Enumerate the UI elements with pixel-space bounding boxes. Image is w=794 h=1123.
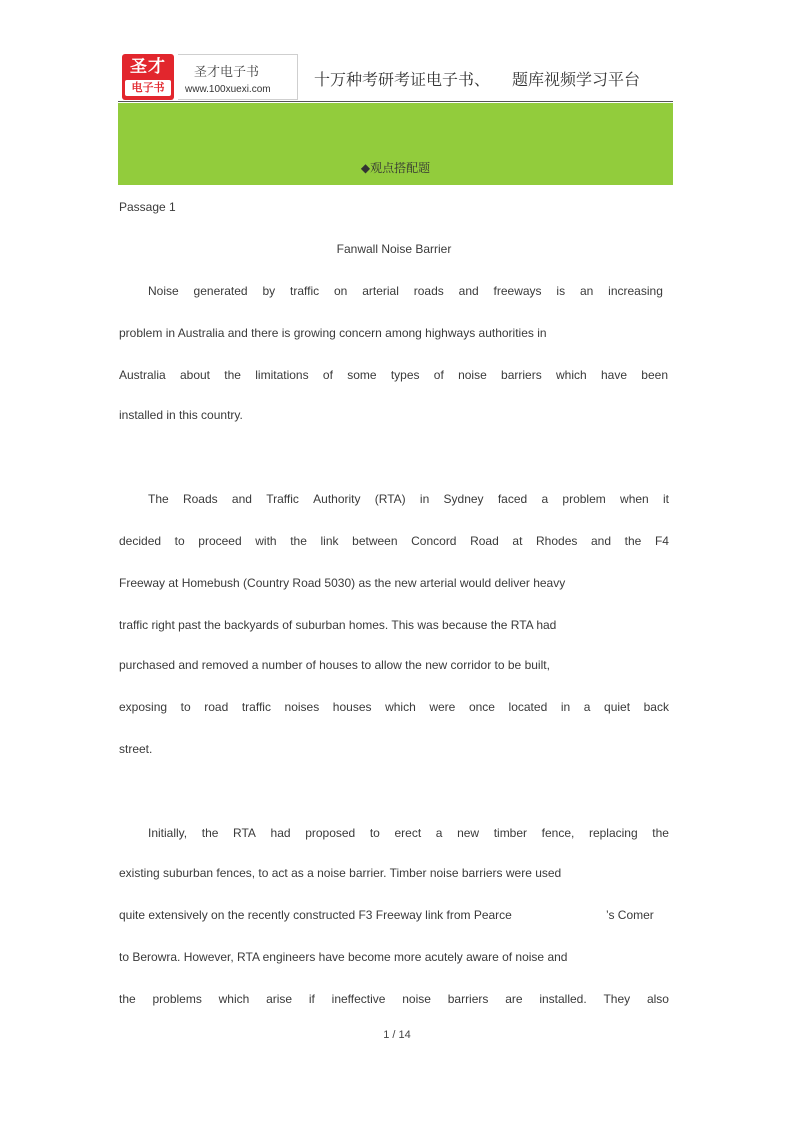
word: it — [662, 492, 669, 506]
word: which — [385, 700, 416, 714]
text-line-12 — [119, 823, 669, 843]
passage-label: Passage 1 — [119, 200, 176, 214]
word: (RTA) — [374, 492, 406, 506]
word: and — [591, 534, 612, 548]
section-banner — [118, 103, 673, 185]
word: limitations — [255, 368, 309, 382]
logo-badge-line2: 电子书 — [125, 80, 171, 96]
word: a — [583, 700, 591, 714]
word: once — [468, 700, 495, 714]
text-line-6 — [119, 531, 669, 551]
banner-title: ◆观点搭配题 — [360, 161, 431, 175]
word: when — [620, 492, 649, 506]
word: roads — [413, 284, 444, 298]
word: decided — [119, 534, 162, 548]
word: at — [512, 534, 523, 548]
text-line-11: street. — [119, 742, 153, 756]
logo-url: www.100xuexi.com — [185, 84, 271, 95]
word: of — [433, 368, 444, 382]
word: the — [290, 534, 307, 548]
word: which — [556, 368, 587, 382]
word: Roads — [182, 492, 218, 506]
text-line-8: traffic right past the backyards of suburban homes. This was because the RTA had — [119, 618, 557, 632]
word: barriers — [501, 368, 542, 382]
word: and — [231, 492, 252, 506]
word: in — [419, 492, 430, 506]
word: link — [320, 534, 339, 548]
passage-title: Fanwall Noise Barrier — [336, 242, 452, 256]
header-slogan — [314, 67, 640, 90]
word: fence, — [541, 826, 575, 840]
word: by — [262, 284, 276, 298]
word: F4 — [654, 534, 669, 548]
word: between — [352, 534, 398, 548]
word: back — [643, 700, 669, 714]
word: and — [458, 284, 479, 298]
logo-badge — [122, 54, 174, 100]
word: is — [556, 284, 566, 298]
word: a — [435, 826, 443, 840]
word: are — [505, 992, 523, 1006]
word: had — [270, 826, 291, 840]
header-divider — [118, 101, 673, 102]
text-line-4: installed in this country. — [119, 408, 243, 422]
word: arise — [266, 992, 293, 1006]
word: of — [322, 368, 333, 382]
word: The — [148, 492, 169, 506]
page-number: 1 / 14 — [383, 1029, 411, 1041]
word: noise — [402, 992, 431, 1006]
text-line-10 — [119, 697, 669, 717]
word: freeways — [493, 284, 542, 298]
word: Initially, — [148, 826, 188, 840]
text-line-1 — [119, 281, 669, 301]
text-line-15: to Berowra. However, RTA engineers have become more acutely aware of noise and — [119, 950, 568, 964]
text-line-2: problem in Australia and there is growing concern among highways authorities in — [119, 326, 547, 340]
word: new — [457, 826, 480, 840]
word: have — [600, 368, 628, 382]
word: exposing — [119, 700, 168, 714]
word: problems — [152, 992, 202, 1006]
word: They — [603, 992, 631, 1006]
word: Sydney — [443, 492, 484, 506]
word: Road — [470, 534, 499, 548]
word: proposed — [305, 826, 356, 840]
brand-logo — [122, 54, 294, 100]
text-line-3 — [119, 365, 669, 385]
word: Traffic — [266, 492, 299, 506]
text-line-14 — [119, 905, 669, 925]
word: increasing — [608, 284, 663, 298]
word: were — [429, 700, 456, 714]
word: which — [218, 992, 250, 1006]
word: noises — [284, 700, 320, 714]
word: been — [641, 368, 668, 382]
word: to — [369, 826, 380, 840]
word: Rhodes — [536, 534, 578, 548]
word: on — [333, 284, 348, 298]
word: with — [255, 534, 277, 548]
word: houses — [332, 700, 372, 714]
word: quiet — [604, 700, 631, 714]
word: also — [646, 992, 669, 1006]
word: generated — [193, 284, 248, 298]
text-line-16 — [119, 989, 669, 1009]
word: faced — [497, 492, 528, 506]
word: problem — [562, 492, 606, 506]
word: some — [347, 368, 377, 382]
word: Noise — [148, 284, 179, 298]
slogan-part1: 十万种考研考证电子书、 — [314, 70, 491, 89]
word: ineffective — [331, 992, 386, 1006]
logo-name: 圣才电子书 — [194, 65, 260, 80]
text-line-5 — [119, 489, 669, 509]
word: road — [204, 700, 229, 714]
word: timber — [493, 826, 528, 840]
text-line-14-start: quite extensively on the recently constructed F3 Freeway link from Pearce — [119, 908, 512, 922]
word: Authority — [313, 492, 361, 506]
word: Concord — [411, 534, 457, 548]
text-line-9: purchased and removed a number of houses to allow the new corridor to be built, — [119, 658, 550, 672]
text-line-7: Freeway at Homebush (Country Road 5030) as the new arterial would deliver heavy — [119, 576, 566, 590]
word: the — [652, 826, 669, 840]
text-line-13: existing suburban fences, to act as a noise barrier. Timber noise barriers were used — [119, 866, 562, 880]
word: the — [201, 826, 219, 840]
word: to — [180, 700, 191, 714]
word: a — [541, 492, 549, 506]
word: erect — [394, 826, 422, 840]
word: barriers — [447, 992, 489, 1006]
word: traffic — [290, 284, 320, 298]
word: installed. — [539, 992, 587, 1006]
word: proceed — [198, 534, 242, 548]
word: arterial — [362, 284, 399, 298]
word: the — [119, 992, 136, 1006]
word: the — [224, 368, 241, 382]
word: Australia — [119, 368, 166, 382]
word: in — [560, 700, 571, 714]
word: traffic — [241, 700, 271, 714]
word: if — [308, 992, 315, 1006]
logo-text-box — [178, 54, 298, 100]
slogan-part2: 题库视频学习平台 — [512, 70, 641, 89]
logo-badge-line1: 圣才 — [130, 57, 166, 77]
page-header — [118, 50, 673, 102]
word: types — [390, 368, 420, 382]
word: noise — [458, 368, 487, 382]
word: replacing — [588, 826, 638, 840]
word: the — [624, 534, 642, 548]
word: RTA — [233, 826, 256, 840]
word: to — [174, 534, 185, 548]
word: located — [508, 700, 548, 714]
word: an — [579, 284, 594, 298]
word: about — [179, 368, 210, 382]
text-line-14-end: ’s Comer — [606, 908, 654, 922]
